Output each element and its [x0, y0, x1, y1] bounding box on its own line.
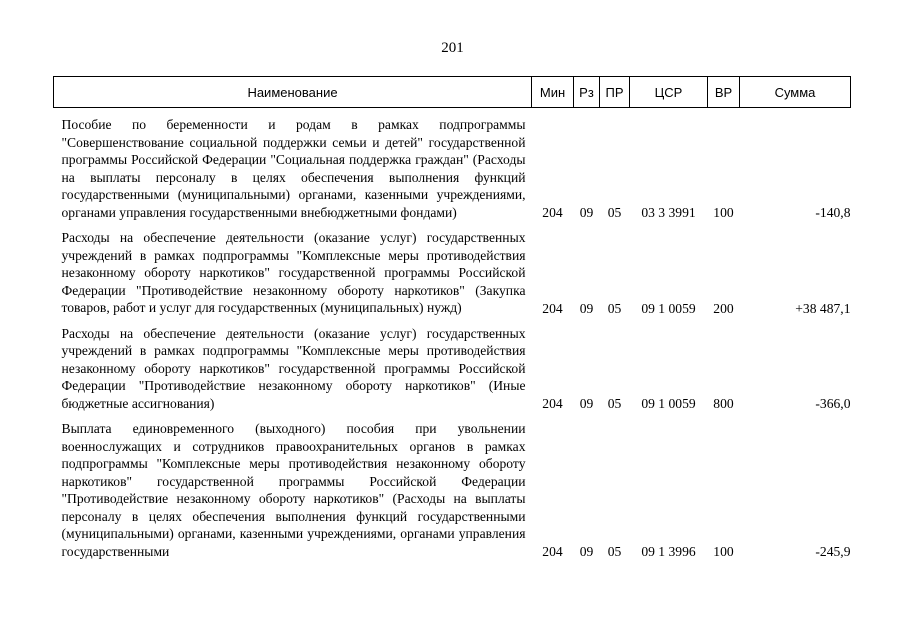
row-vr: 100 [713, 205, 734, 220]
row-rz: 09 [579, 300, 594, 316]
row-sum: +38 487,1 [795, 300, 851, 316]
header-vr: ВР [708, 77, 740, 108]
row-min: 204 [542, 300, 563, 316]
table-row [54, 325, 851, 413]
row-rz: 09 [579, 205, 594, 220]
budget-table [53, 76, 851, 560]
row-pr: 05 [607, 205, 622, 220]
row-min: 204 [542, 396, 563, 411]
header-pr: ПР [600, 77, 630, 108]
row-name: Расходы на обеспечение деятельности (оказание услуг) государственных учреждений в рамках подпрограммы "Комплексные меры противодействия незаконному обороту наркотиков" государственной программы Российской Федерации "Противодействие незаконному обороту наркотиков" (Закупка товаров, работ и услуг для государственных (муниципальных) нужд) [61, 230, 526, 315]
row-sum: -245,9 [815, 544, 851, 559]
row-sum: -366,0 [815, 396, 851, 411]
header-sum: Сумма [740, 77, 851, 108]
row-min: 204 [542, 544, 563, 559]
header-csr: ЦСР [630, 77, 708, 108]
table-row [54, 229, 851, 317]
row-vr: 200 [713, 300, 734, 316]
row-min: 204 [542, 205, 563, 220]
row-name: Выплата единовременного (выходного) пособия при увольнении военнослужащих и сотрудников правоохранительных органов в рамках подпрограммы "Комплексные меры противодействия незаконному обороту наркотиков" государственной программы Российской Федерации "Противодействие незаконному обороту наркотиков" (Расходы на выплаты персоналу в целях обеспечения выполнения функций государственными (муниципальными) органами, казенными учреждениями, органами управления государственными [61, 421, 526, 559]
table-header-row [54, 77, 851, 108]
row-csr: 09 1 0059 [641, 300, 696, 316]
row-rz: 09 [579, 544, 594, 559]
row-pr: 05 [607, 396, 622, 411]
row-sum: -140,8 [815, 205, 851, 220]
row-csr: 09 1 0059 [641, 396, 696, 411]
row-vr: 800 [713, 396, 734, 411]
header-rz: Рз [574, 77, 600, 108]
row-csr: 09 1 3996 [641, 544, 696, 559]
header-min: Мин [532, 77, 574, 108]
page-number: 201 [441, 40, 464, 56]
row-pr: 05 [607, 544, 622, 559]
header-name: Наименование [54, 77, 532, 108]
table-row [54, 116, 851, 221]
row-rz: 09 [579, 396, 594, 411]
row-vr: 100 [713, 544, 734, 559]
row-name: Расходы на обеспечение деятельности (оказание услуг) государственных учреждений в рамках подпрограммы "Комплексные меры противодействия незаконному обороту наркотиков" государственной программы Российской Федерации "Противодействие незаконному обороту наркотиков" (Иные бюджетные ассигнования) [61, 325, 526, 411]
table-row [54, 420, 851, 560]
row-csr: 03 3 3991 [641, 205, 696, 220]
row-name: Пособие по беременности и родам в рамках подпрограммы "Совершенствование социальной поддержки семьи и детей" государственной программы Российской Федерации "Социальная поддержка граждан" (Расходы на выплаты персоналу в целях обеспечения выполнения функций государственными (муниципальными) органами, казенными учреждениями, органами управления государственными внебюджетными фондами) [61, 117, 526, 220]
row-pr: 05 [607, 300, 622, 316]
